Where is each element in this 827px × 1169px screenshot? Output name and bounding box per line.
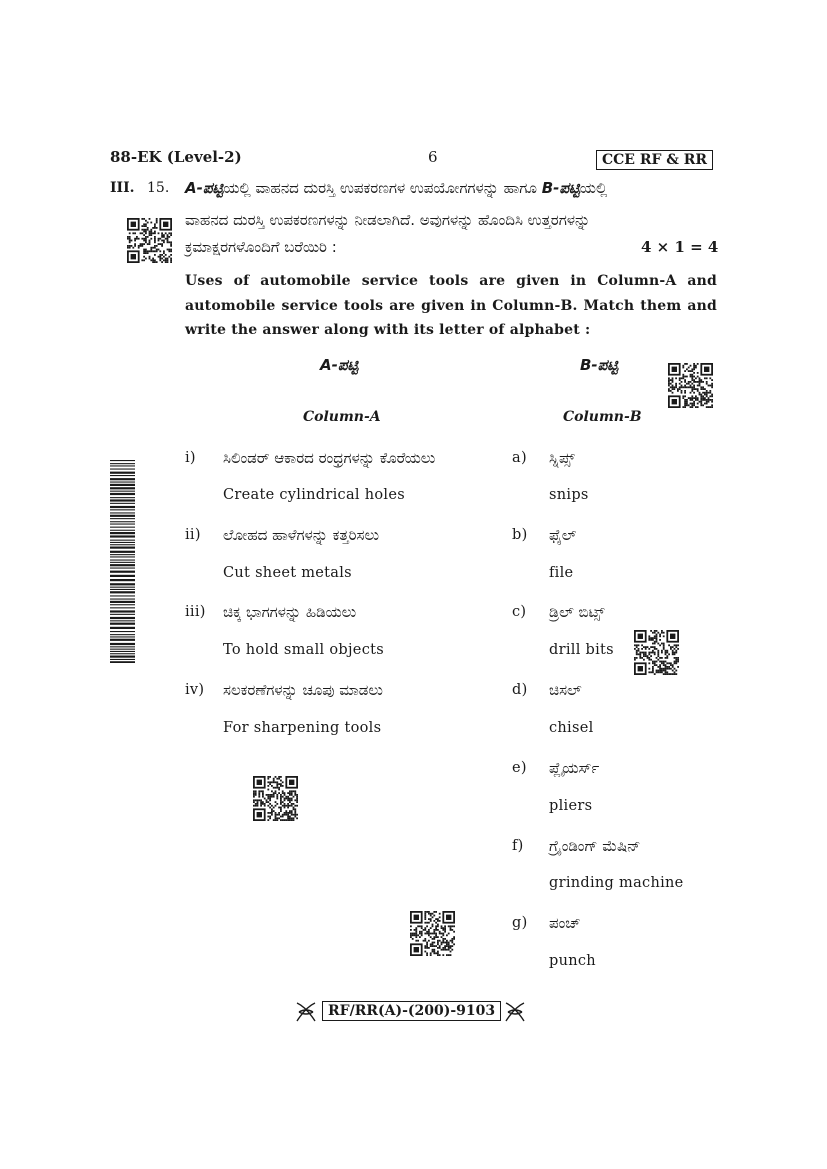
column-a-number: iv) [185,682,205,698]
column-b-en: snips [549,487,589,503]
column-a-en: Create cylindrical holes [223,487,405,503]
barcode-icon [110,460,135,663]
column-b-en: grinding machine [549,875,684,891]
column-b-letter: a) [512,450,527,466]
column-b-kn: ಸ್ನಿಪ್ಸ್ [549,449,575,467]
question-kn-text: ಯಲ್ಲಿ ವಾಹನದ ದುರಸ್ತಿ ಉಪಕರಣಗಳ ಉಪಯೋಗಗಳನ್ನು ಹಾಗೂ [223,179,542,197]
question-number: 15. [147,180,170,196]
column-a-en: Cut sheet metals [223,565,352,581]
column-a-number: ii) [185,527,201,543]
column-a-en: To hold small objects [223,642,384,658]
column-a-en: For sharpening tools [223,720,382,736]
column-a-number: iii) [185,604,206,620]
column-b-kn: ಚಿಸಲ್ [549,681,582,699]
column-b-heading: Column-B [563,409,642,425]
column-b-letter: g) [512,915,528,931]
column-a-kn: ಲೋಹದ ಹಾಳೆಗಳನ್ನು ಕತ್ತರಿಸಲು [223,526,380,544]
ornament-right-icon [504,1001,526,1027]
qr-code-icon [410,911,455,956]
question-kn-line-3: ಕ್ರಮಾಕ್ಷರಗಳೊಂದಿಗೆ ಬರೆಯಿರಿ : [185,238,337,256]
column-b-kn: ಗ್ರೈಂಡಿಂಗ್ ಮೆಷಿನ್ [549,837,641,855]
qr-code-icon [127,218,172,263]
qr-code-icon [634,630,679,675]
column-b-kn-heading: B-ಪಟ್ಟಿ [580,356,619,374]
column-a-heading: Column-A [303,409,381,425]
column-a-number: i) [185,450,196,466]
column-b-letter: c) [512,604,527,620]
column-b-letter: b) [512,527,528,543]
paper-code: 88-EK (Level-2) [110,148,242,166]
column-b-en: pliers [549,798,593,814]
question-kn-text-end: ಯಲ್ಲಿ [579,179,608,197]
question-en-line-1: Uses of automobile service tools are given in Column-A and [185,273,717,289]
question-en-line-3: write the answer along with its letter of alphabet : [185,322,591,338]
column-b-kn: ಪ್ಲೈಯರ್ಸ್ [549,759,600,777]
column-b-ref: B-ಪಟ್ಟಿ [541,179,580,197]
column-b-kn: ಡ್ರಿಲ್ ಬಿಟ್ಸ್ [549,603,605,621]
column-a-kn: ಸಿಲಿಂಡರ್ ಆಕಾರದ ರಂಧ್ರಗಳನ್ನು ಕೊರೆಯಲು [223,449,436,467]
column-b-en: drill bits [549,642,614,658]
question-kn-line-1 [185,179,717,197]
footer-code: RF/RR(A)-(200)-9103 [322,1001,501,1021]
column-a-kn-heading: A-ಪಟ್ಟಿ [320,356,359,374]
section-number: III. [110,180,135,196]
column-b-letter: d) [512,682,528,698]
qr-code-icon [253,776,298,821]
series-box: CCE RF & RR [596,150,713,170]
ornament-left-icon [295,1001,317,1027]
column-b-kn: ಪಂಚ್ [549,914,581,932]
qr-code-icon [668,363,713,408]
question-kn-line-2: ವಾಹನದ ದುರಸ್ತಿ ಉಪಕರಣಗಳನ್ನು ನೀಡಲಾಗಿದೆ. ಅವುಗಳನ್ನು ಹೊಂದಿಸಿ ಉತ್ತರಗಳನ್ನು [185,211,591,229]
column-a-kn: ಸಲಕರಣೆಗಳನ್ನು ಚೂಪು ಮಾಡಲು [223,681,383,699]
column-a-ref: A-ಪಟ್ಟಿ [185,179,224,197]
column-b-letter: e) [512,760,527,776]
column-b-en: punch [549,953,596,969]
column-a-kn: ಚಿಕ್ಕ ಭಾಗಗಳನ್ನು ಹಿಡಿಯಲು [223,603,357,621]
marks: 4 × 1 = 4 [641,238,719,256]
question-en-line-2: automobile service tools are given in Column-B. Match them and [185,298,717,314]
column-b-en: file [549,565,574,581]
column-b-kn: ಫೈಲ್ [549,526,577,544]
column-b-en: chisel [549,720,594,736]
column-b-letter: f) [512,838,524,854]
page-number: 6 [428,148,438,166]
